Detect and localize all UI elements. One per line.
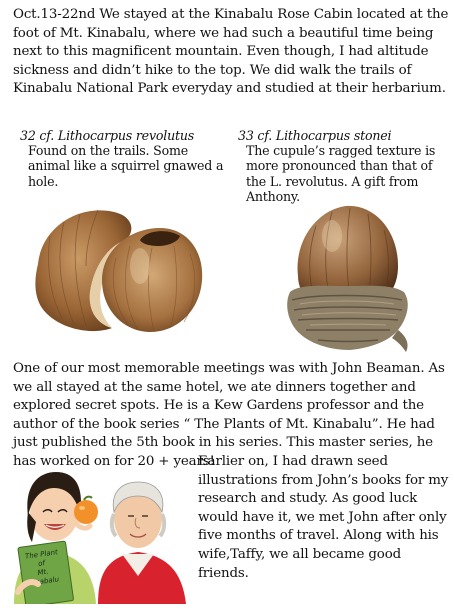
book-cover-title-line: of <box>37 559 46 568</box>
friends-paragraph: Earlier on, I had drawn seed illustrations from John’s books for my research and study. As good luck would have it, we met John after only five months of travel. Along with his wife,Taffy, we all became good friends. <box>198 454 449 581</box>
friends-portrait-illustration <box>10 452 194 604</box>
specimen-caption-stonei <box>238 128 450 204</box>
specimen-caption-revolutus <box>20 128 232 189</box>
specimen-label: 32 cf. Lithocarpus revolutus <box>20 128 195 143</box>
intro-paragraph: Oct.13-22nd We stayed at the Kinabalu Rose Cabin located at the foot of Mt. Kinabalu, where we had such a beautiful time being next to this magnificent mountain. Even though, I had altitude sickness and didn’t hike to the top. We did walk the trails of Kinabalu National Park everyday and studied at their herbarium. <box>13 7 449 97</box>
lithocarpus-stonei-illustration <box>270 196 420 356</box>
book-cover-title-line: Mt. <box>36 567 49 578</box>
specimen-label: 33 cf. Lithocarpus stonei <box>238 128 392 143</box>
specimen-description: The cupule’s ragged texture is more pronounced than that of the L. revolutus. A gift from Anthony. <box>246 143 436 204</box>
specimen-description: Found on the trails. Some animal like a squirrel gnawed a hole. <box>28 143 224 189</box>
book-cover-title-line: The Plant <box>24 548 59 561</box>
lithocarpus-revolutus-illustration <box>28 196 208 344</box>
meeting-paragraph: One of our most memorable meetings was with John Beaman. As we all stayed at the same hotel, we ate dinners together and explored secret spots. He is a Kew Gardens professor and the author of the book series “ The Plants of Mt. Kinabalu”. He had just published the 5th book in his series. This master series, he has worked on for 20 + years! <box>13 361 445 469</box>
book-cover-title-line: Kinabalu <box>28 575 60 588</box>
